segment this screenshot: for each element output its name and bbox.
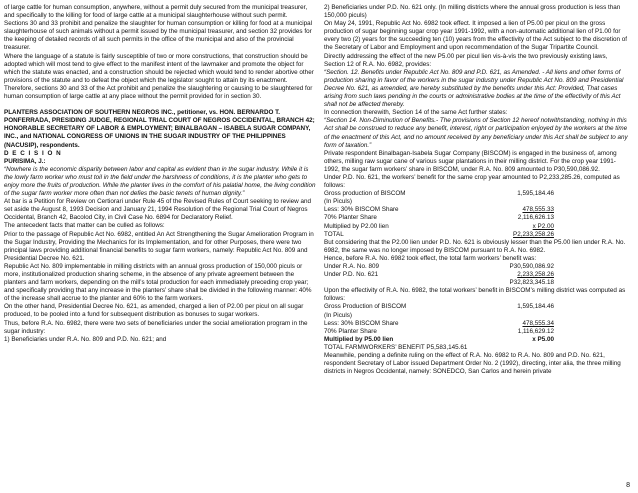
calc-label: Less: 30% BISCOM Share — [324, 206, 399, 214]
paragraph: Prior to the passage of Republic Act No. 6982, entitled An Act Strengthening the Sugar Amelioration Program in the Sugar Industry, Providing the Mechanics for its Implementation, and for other Purposes, there were two principal laws providing additional financial benefits to sugar farm workers, namely: Republic Act No. 809 and Presidential Decree No. 621. — [4, 230, 314, 262]
paragraph: On May 24, 1991, Republic Act No. 6982 took effect. It imposed a lien of P5.00 per picul on the gross production of sugar beginning sugar crop year 1991-1992, with a non-automatic additional lien of P1.00 for every two (2) years for the succeeding ten (10) years from the effectivity of the Act subject to the discretion of the Secretary of Labor and Employment and upon recommendation of the Sugar Tripartite Council. — [324, 20, 627, 52]
calc-value: 2,116,626.13 — [517, 214, 554, 222]
paragraph: At bar is a Petition for Review on Certiorari under Rule 45 of the Revised Rules of Court seeking to review and set aside the August 8, 1993 Decision and January 21, 1994 Resolution of the Regional Trial Court of Negros Occidental, Branch 42, Bacolod City, in Civil Case No. 6894 for Declaratory Relief. — [4, 198, 311, 222]
calc-value: 2,233,258.26 — [517, 271, 554, 279]
paragraph: Upon the effectivity of R.A. No. 6982, the total workers’ benefit in BISCOM’s milling district was computed as follows: — [324, 287, 626, 303]
page-number: 8 — [626, 482, 630, 489]
decision-heading: D E C I S I O N — [4, 149, 62, 157]
paragraph: Republic Act No. 809 implementable in milling districts with an annual gross production of 150,000 piculs or more, institutionalized production sharing scheme, in the absence of any private agreement between the planters and farm workers, depending on the mill’s total production for each immediately preceding crop year; and specifically providing that any increase in the planters’ share shall be divided in the following manner: 40% of the increase shall accrue to the planter and 60% to the farm workers. — [4, 262, 312, 303]
left-column — [4, 4, 316, 344]
calc-label: (In Piculs) — [324, 198, 352, 206]
calc-value: x P2.00 — [532, 222, 554, 230]
calc-value: 1,595,184.46 — [517, 190, 554, 198]
paragraph: But considering that the P2.00 lien under P.D. No. 621 is obviously lesser than the P5.00 lien under R.A. No. 6982, the same was no longer imposed by BISCOM pursuant to R.A. No. 6982. — [324, 238, 626, 254]
paragraph: Hence, before R.A. No. 6982 took effect, the total farm workers’ benefit was: — [324, 254, 537, 262]
calc-value: P2,233,258.26 — [513, 230, 554, 238]
ponente: PURISIMA, J.: — [4, 157, 46, 165]
paragraph: Directly addressing the effect of the new P5.00 per picul lien vis-à-vis the two previously existing laws, Section 12 of R.A. No. 6982, provides: — [324, 52, 608, 68]
paragraph: 2) Beneficiaries under P.D. No. 621 only. (In milling districts where the annual gross production is less than 150,000 piculs) — [324, 4, 621, 20]
paragraph: On the other hand, Presidential Decree No. 621, as amended, charged a lien of P2.00 per picul on all sugar produced, to be pooled into a fund for subsequent distribution as bonuses to sugar workers. — [4, 303, 304, 319]
quotation: “Nowhere is the economic disparity between labor and capital as evident than in the sugar industry. While it is the lowly farm worker who must toil in the field under the harshness of conditions, it is the planter who gets to enjoy more the fruits of production. While the planter lives in the comfort of his palatial home, the living condition of the sugar farm worker more often than not defies the basic tenets of human dignity.” — [4, 165, 316, 198]
paragraph: In connection therewith, Section 14 of the same Act further states: — [324, 109, 508, 117]
case-title: PLANTERS ASSOCIATION OF SOUTHERN NEGROS INC., petitioner, vs. HON. BERNARDO T. PONFERRADA, PRESIDING JUDGE, REGIONAL TRIAL COURT OF NEGROS OCCIDENTAL, BRANCH 42; HONORABLE SECRETARY OF LABOR & EMPLOYMENT; BINALBAGAN – ISABELA SUGAR COMPANY, INC., and NATIONAL CONGRESS OF UNIONS IN THE SUGAR INDUSTRY OF THE PHILIPPINES (NACUSIP), respondents. — [4, 109, 315, 149]
calc-value: 1,116,629.12 — [517, 327, 554, 335]
paragraph: of large cattle for human consumption, anywhere, without a permit duly secured from the municipal treasurer, and specifically to the killing for food of large cattle at a municipal slaughterhouse without such permit. — [4, 4, 308, 20]
calc-value: 1,595,184.46 — [517, 303, 554, 311]
calc-label: Gross Production of BISCOM — [324, 303, 407, 311]
computation-table-pd621 — [324, 190, 628, 239]
paragraph: Meanwhile, pending a definite ruling on the effect of R.A. No. 6982 to R.A. No. 809 and P.D. No. 621, respondent Secretary of Labor issued Department Order No. 2 (1992), directing, inter alia, the three milling districts in Negros Occidental, namely: SONEDCO, San Carlos and herein private — [324, 352, 621, 376]
paragraph: Sections 30 and 33 prohibit and penalize the slaughter for human consumption or killing for food at a municipal slaughterhouse of such animals without a permit issued by the municipal treasurer, and section 32 provides for the keeping of detailed records of all such permits in the office of the municipal and also of the provincial treasurer. — [4, 20, 313, 52]
calc-label: Less: 30% BISCOM Share — [324, 319, 399, 327]
calc-value — [474, 312, 554, 320]
paragraph: The antecedent facts that matter can be culled as follows: — [4, 222, 165, 230]
calc-value: P30,590,086.92 — [509, 263, 554, 270]
calc-label: TOTAL — [324, 230, 344, 238]
calc-label — [324, 279, 474, 287]
calc-value: x P5.00 — [532, 335, 554, 343]
calc-label: Under P.D. No. 621 — [324, 271, 379, 279]
paragraph: Where the language of a statute is fairly susceptible of two or more constructions, that construction should be adopted which will most tend to give effect to the manifest intent of the lawmaker and promote the object for which the statute was enacted, and a construction should be rejected which would tend to render abortive other provisions of the statute and to defeat the object which the legislator sought to attain by its enactment. Therefore, sections 30 and 33 of the Act prohibit and penalize the slaughtering or causing to be slaughtered for human consumption of large cattle at any place without the permit provided for in section 30. — [4, 52, 314, 101]
statute-quote: “Section. 12. Benefits under Republic Act No. 809 and P.D. 621, as Amended. - All liens and other forms of production sharing in favor of the workers in the sugar industry under Republic Act No. 809 and Presidential Decree No. 621, as amended, are hereby substituted by the benefits under this Act: Provided, That cases arising from such laws pending in the courts or administrative bodies at the time of the effectivity of this Act shall not be affected thereby. — [324, 68, 624, 109]
calc-value: 478,555.33 — [522, 206, 554, 214]
statute-quote: “Section 14. Non-Diminution of Benefits.- The provisions of Section 12 hereof notwithstanding, nothing in this Act shall be construed to reduce any benefit, interest, right or participation enjoyed by the workers at the time of the enactment of this Act, and no amount received by any beneficiary under this Act shall be subject to any form of taxation.” — [324, 117, 628, 149]
computation-table-total-benefit — [324, 263, 628, 287]
calc-value — [474, 198, 554, 206]
calc-label: 70% Planter Share — [324, 327, 377, 335]
paragraph: Thus, before R.A. No. 6982, there were two sets of beneficiaries under the social amelioration program in the sugar industry: — [4, 319, 308, 335]
calc-value: P32,823,345.18 — [509, 279, 554, 287]
right-column — [324, 4, 628, 376]
computation-table-ra6982 — [324, 303, 628, 343]
calc-label: (In Piculs) — [324, 311, 352, 319]
calc-label: Under R.A. No. 809 — [324, 263, 379, 270]
paragraph: Private respondent Binalbagan-Isabela Sugar Company (BISCOM) is engaged in the business of, among others, milling raw sugar cane of various sugar plantations in their milling district. For the crop year 1991-1992, the sugar farm workers’ share in BISCOM, under R.A. No. 809 amounted to P30,590,086.92. — [324, 149, 617, 173]
paragraph: Under P.D. No. 621, the workers’ benefit for the same crop year amounted to P2,233,285.26, computed as follows: — [324, 173, 620, 190]
calc-label: Multiplied by P2.00 lien — [324, 222, 389, 230]
total-benefit-line: TOTAL FARMWORKERS’ BENEFIT P5,583,145.61 — [324, 343, 468, 351]
calc-label: Gross production of BISCOM — [324, 190, 406, 198]
calc-label: Multiplied by P5.00 lien — [324, 335, 394, 343]
paragraph: 1) Beneficiaries under R.A. No. 809 and P.D. No. 621; and — [4, 335, 167, 343]
calc-label: 70% Planter Share — [324, 214, 377, 222]
calc-value: 478,555.34 — [522, 319, 554, 327]
